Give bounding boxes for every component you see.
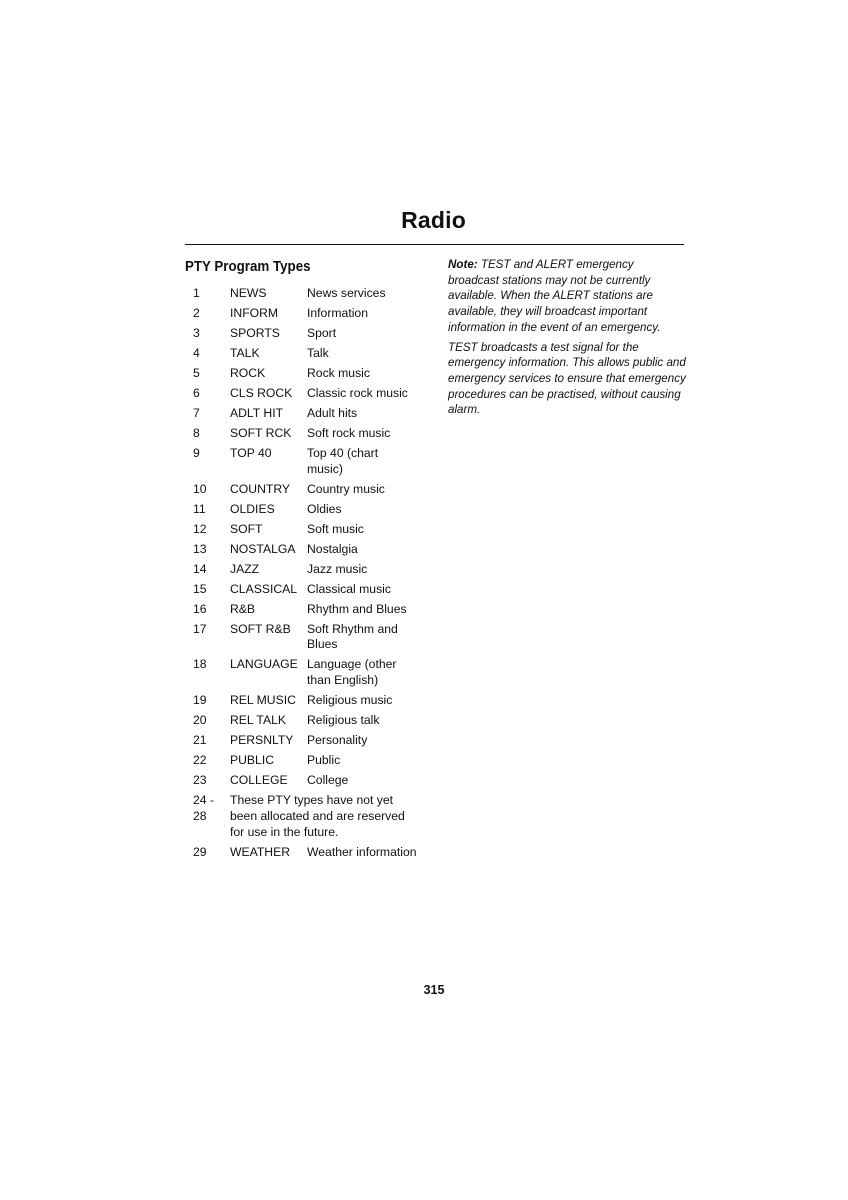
pty-code: PUBLIC — [230, 753, 275, 768]
pty-code: TOP 40 — [230, 445, 272, 460]
pty-description: Information — [307, 305, 368, 320]
pty-description: Classic rock music — [307, 385, 408, 400]
note-paragraph-2: TEST broadcasts a test signal for the emergency information. This allows public and emergency services to ensure that emergency procedures can be practised, without causing alarm. — [448, 340, 686, 417]
pty-number: 3 — [193, 325, 200, 340]
pty-description: Country music — [307, 481, 385, 496]
table-row — [185, 542, 417, 562]
pty-number: 13 — [193, 541, 207, 556]
pty-description: Sport — [307, 325, 337, 340]
note-paragraph — [448, 257, 686, 336]
pty-table-body — [185, 286, 417, 865]
pty-number: 16 — [193, 601, 207, 616]
pty-description: Rhythm and Blues — [307, 601, 407, 616]
title-divider — [185, 244, 684, 245]
pty-description: Personality — [307, 733, 368, 748]
pty-code: SPORTS — [230, 325, 280, 340]
table-row — [185, 306, 417, 326]
pty-description: Oldies — [307, 501, 342, 516]
table-row — [185, 602, 417, 622]
pty-code: NOSTALGA — [230, 541, 296, 556]
pty-number: 21 — [193, 733, 207, 748]
pty-code: WEATHER — [230, 844, 291, 859]
table-row — [185, 426, 417, 446]
pty-number: 2 — [193, 305, 200, 320]
pty-number: 15 — [193, 581, 207, 596]
table-row — [185, 502, 417, 522]
pty-code: ADLT HIT — [230, 405, 284, 420]
pty-code: CLASSICAL — [230, 581, 298, 596]
pty-code: R&B — [230, 601, 256, 616]
pty-description: Adult hits — [307, 405, 358, 420]
pty-code: COLLEGE — [230, 773, 288, 788]
pty-code: REL MUSIC — [230, 693, 296, 708]
pty-number: 23 — [193, 773, 207, 788]
pty-number: 22 — [193, 753, 207, 768]
pty-description: Nostalgia — [307, 541, 358, 556]
pty-code: OLDIES — [230, 501, 275, 516]
table-row — [185, 622, 417, 658]
pty-description: College — [307, 773, 349, 788]
pty-code: TALK — [230, 345, 260, 360]
note-label: Note: — [448, 258, 478, 271]
pty-description: Rock music — [307, 365, 370, 380]
table-row — [185, 582, 417, 602]
table-row — [185, 522, 417, 542]
pty-code: SOFT RCK — [230, 425, 292, 440]
pty-number: 24 - 28 — [193, 793, 215, 823]
pty-description: Weather information — [307, 844, 417, 859]
page-title: Radio — [401, 207, 466, 233]
pty-reserved-text: These PTY types have not yet been allocated and are reserved for use in the future. — [230, 793, 405, 839]
table-row — [185, 773, 417, 793]
table-row — [185, 845, 417, 865]
pty-code: NEWS — [230, 286, 267, 300]
table-row — [185, 366, 417, 386]
pty-number: 18 — [193, 657, 207, 672]
pty-number: 1 — [193, 286, 200, 300]
pty-code: COUNTRY — [230, 481, 291, 496]
pty-description: Talk — [307, 345, 329, 360]
pty-description: Jazz music — [307, 561, 368, 576]
pty-description: Language (other than English) — [307, 657, 397, 688]
pty-code: LANGUAGE — [230, 657, 298, 672]
pty-number: 5 — [193, 365, 200, 380]
table-row — [185, 482, 417, 502]
table-row — [185, 326, 417, 346]
pty-section — [185, 256, 425, 865]
pty-number: 6 — [193, 385, 200, 400]
pty-number: 11 — [193, 501, 206, 516]
table-row — [185, 693, 417, 713]
table-row-reserved — [185, 793, 417, 845]
pty-description: Soft music — [307, 521, 364, 536]
pty-number: 10 — [193, 481, 207, 496]
pty-description: Top 40 (chart music) — [307, 445, 379, 476]
table-row — [185, 286, 417, 306]
pty-table — [185, 286, 417, 865]
table-row — [185, 562, 417, 582]
section-heading: PTY Program Types — [185, 259, 311, 275]
pty-code: CLS ROCK — [230, 385, 293, 400]
table-row — [185, 657, 417, 693]
table-row — [185, 713, 417, 733]
pty-number: 17 — [193, 621, 207, 636]
pty-code: ROCK — [230, 365, 266, 380]
pty-number: 9 — [193, 445, 200, 460]
page-number: 315 — [423, 983, 445, 997]
pty-description: Religious music — [307, 693, 393, 708]
pty-number: 12 — [193, 521, 207, 536]
table-row — [185, 753, 417, 773]
table-row — [185, 386, 417, 406]
table-row — [185, 446, 417, 482]
note-text: TEST and ALERT emergency broadcast stations may not be currently available. When the ALERT stations are available, they will broadcast important information in the event of an emergency. — [448, 258, 661, 334]
pty-number: 20 — [193, 713, 207, 728]
pty-description: Religious talk — [307, 713, 380, 728]
pty-code: INFORM — [230, 305, 279, 320]
pty-description: Public — [307, 753, 341, 768]
pty-number: 8 — [193, 425, 200, 440]
pty-description: Soft rock music — [307, 425, 391, 440]
table-row — [185, 733, 417, 753]
note-section — [448, 257, 686, 422]
pty-code: SOFT — [230, 521, 263, 536]
pty-description: News services — [307, 286, 386, 300]
pty-number: 19 — [193, 693, 207, 708]
pty-number: 4 — [193, 345, 200, 360]
pty-code: SOFT R&B — [230, 621, 291, 636]
pty-number: 7 — [193, 405, 200, 420]
table-row — [185, 346, 417, 366]
pty-code: JAZZ — [230, 561, 260, 576]
pty-number: 14 — [193, 561, 207, 576]
pty-code: REL TALK — [230, 713, 286, 728]
pty-description: Classical music — [307, 581, 391, 596]
pty-number: 29 — [193, 844, 207, 859]
pty-description: Soft Rhythm and Blues — [307, 621, 398, 652]
table-row — [185, 406, 417, 426]
pty-code: PERSNLTY — [230, 733, 294, 748]
